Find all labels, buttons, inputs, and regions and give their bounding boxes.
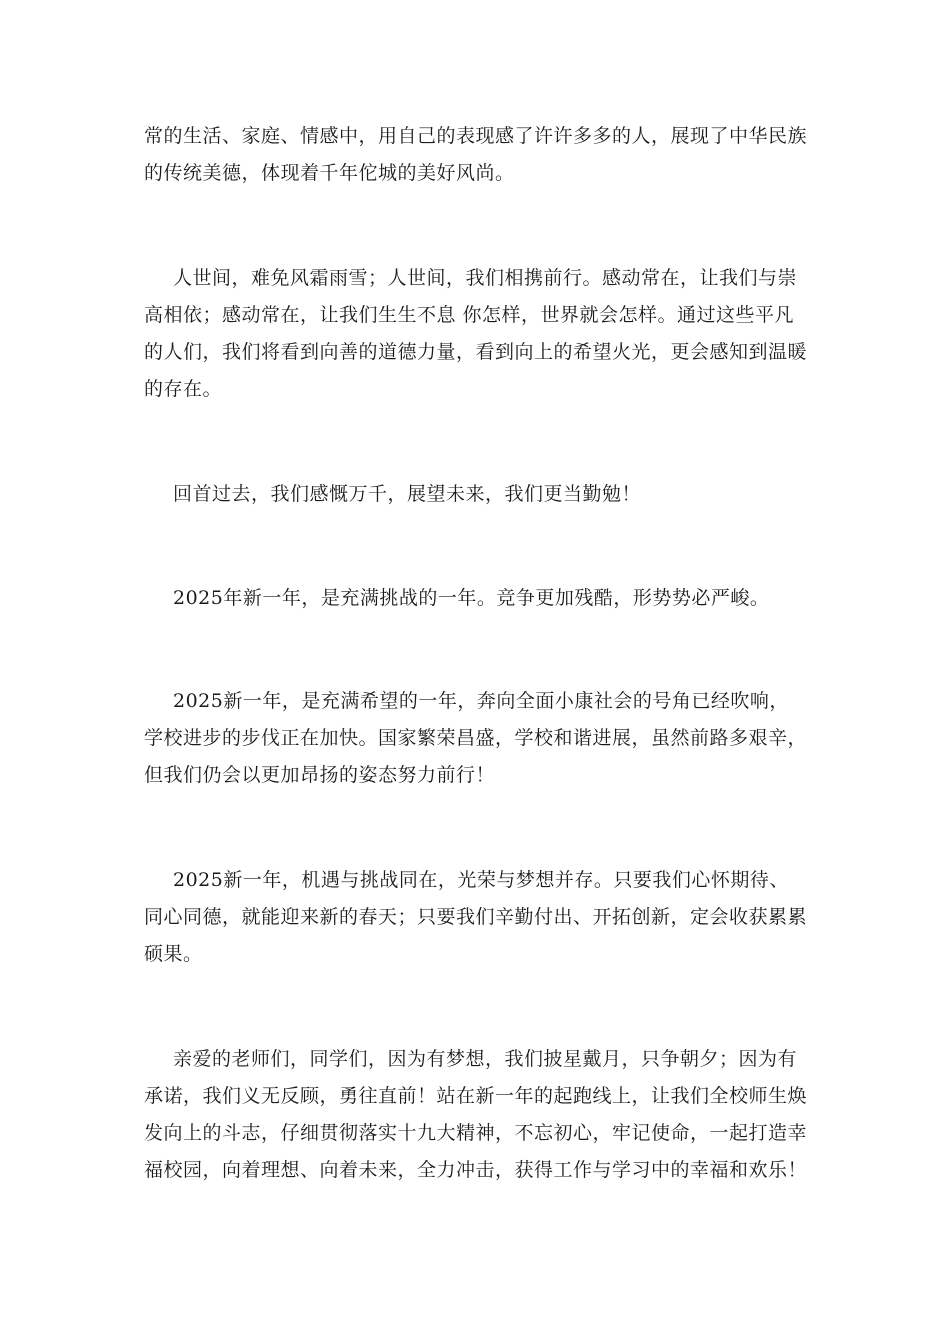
paragraph-hope: 2025新一年，是充满希望的一年，奔向全面小康社会的号角已经吹响，学校进步的步伐正在加快。国家繁荣昌盛，学校和谐进展，虽然前路多艰辛，但我们仍会以更加昂扬的姿态努力前行！ [144, 690, 808, 786]
paragraph-looking-back: 回首过去，我们感慨万千，展望未来，我们更当勤勉！ [173, 483, 642, 505]
paragraph-opportunity: 2025新一年，机遇与挑战同在，光荣与梦想并存。只要我们心怀期待、同心同德，就能迎来新的春天；只要我们辛勤付出、开拓创新，定会收获累累硕果。 [144, 869, 808, 965]
paragraph-touching-moments: 人世间，难免风霜雨雪；人世间，我们相携前行。感动常在，让我们与崇高相依；感动常在，让我们生生不息 你怎样，世界就会怎样。通过这些平凡的人们，我们将看到向善的道德力量，看到向上的希望火光，更会感知到温暖的存在。 [144, 267, 808, 400]
paragraph-continuation: 常的生活、家庭、情感中，用自己的表现感了许许多多的人，展现了中华民族的传统美德，体现着千年佗城的美好风尚。 [144, 125, 808, 184]
paragraph-challenges: 2025年新一年，是充满挑战的一年。竞争更加残酷，形势势必严峻。 [173, 587, 770, 609]
paragraph-closing-address: 亲爱的老师们，同学们，因为有梦想，我们披星戴月，只争朝夕；因为有承诺，我们义无反顾，勇往直前！站在新一年的起跑线上，让我们全校师生焕发向上的斗志，仔细贯彻落实十九大精神，不忘初心，牢记使命，一起打造幸福校园，向着理想、向着未来，全力冲击，获得工作与学习中的幸福和欢乐！ [144, 1048, 808, 1181]
